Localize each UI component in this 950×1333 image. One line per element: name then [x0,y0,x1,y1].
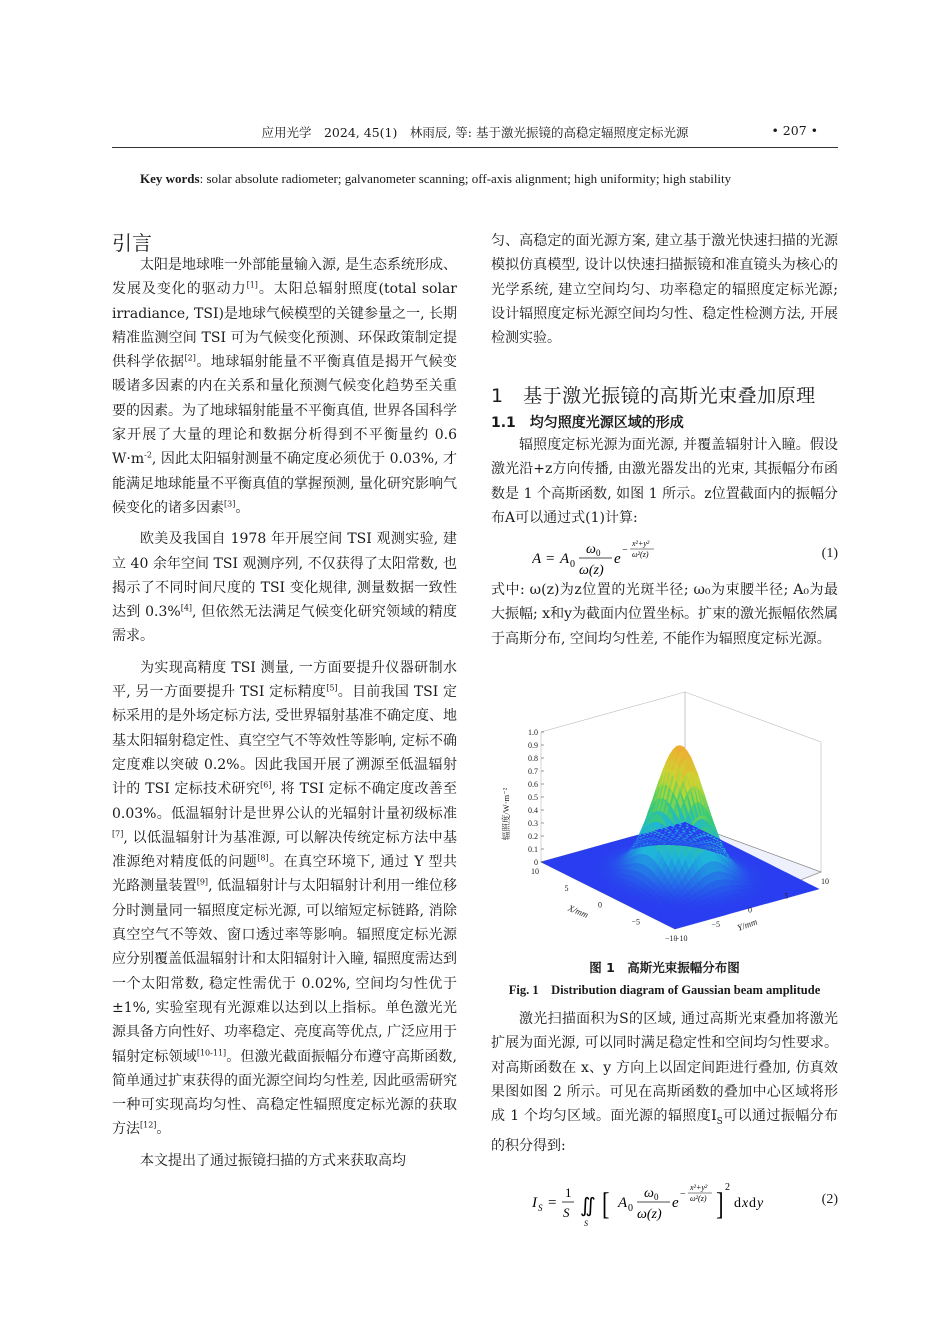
keywords-text: : solar absolute radiometer; galvanometer scanning; off-axis alignment; high uniformity; high stability [199,171,732,186]
z-tick-label: 0.8 [528,754,538,763]
z-tick-label: 0.2 [528,832,538,841]
svg-text:I: I [532,1195,537,1211]
svg-text:]: ] [716,1185,724,1221]
svg-text:[: [ [602,1185,610,1221]
svg-text:e: e [614,551,621,567]
z-tick-label: 0.1 [528,845,538,854]
right-column-top [491,229,838,350]
z-tick-label: 0.7 [528,767,538,776]
section-1-title: 1 基于激光振镜的高斯光束叠加原理 [491,385,816,407]
equation-1 [532,536,838,576]
intro-paragraph-1: 太阳是地球唯一外部能量输入源, 是生态系统形成、发展及变化的驱动力[1]。太阳总辐射照度(total solar irradiance, TSI)是地球气候模型的关键参量之一, 长期精准监测空间 TSI 可为气候变化预测、环保政策制定提供科学依据[2]。地球辐射能量不平衡真值是揭开气候变暖诸多因素的内在关系和量化预测气候变化趋势至关重要的因素。为了地球辐射能量不平衡真值, 世界各国科学家开展了大量的理论和数据分析得到不平衡量约 0.6 $W\cdot m^{-2}$, 因此太阳辐射测量不确定度必须优于 0.03%, 才能满足地球能量不平衡真值的掌握预测, 量化研究影响气候变化的诸多因素[3]。 [112,257,458,516]
svg-text:=: = [546,551,555,567]
svg-text:ω: ω [586,542,596,557]
svg-text:=: = [548,1195,557,1211]
journal-info: 应用光学 2024, 45(1) 林雨辰, 等: 基于激光振镜的高稳定辐照度定标光源 [261,125,689,140]
svg-text:d: d [734,1196,741,1211]
keywords [140,166,820,192]
equation-2-number: (2) [821,1192,838,1207]
svg-text:0: 0 [596,548,601,558]
intro-paragraph-4: 本文提出了通过振镜扫描的方式来获取高均 [140,1152,406,1169]
section-1-paragraph-1: 辐照度定标光源为面光源, 并覆盖辐射计入瞳。假设激光沿+z方向传播, 由激光器发出的光束, 其振幅分布函数是 1 个高斯函数, 如图 1 所示。z位置截面内的振幅分布A可以通过式(1)计算: [491,437,838,526]
x-tick-label: −10 [665,934,678,943]
section-1-paragraph-3: 激光扫描面积为S的区域, 通过高斯光束叠加将激光扩展为面光源, 可以同时满足稳定性和空间均匀性要求。对高斯函数在 x、y 方向上以固定间距进行叠加, 仿真效果图如图 2 所示。可见在高斯函数的叠加中心区域将形成 1 个均匀区域。面光源的辐照度$I_S$可以通过振幅分布的积分得到: [491,1011,839,1155]
z-tick-label: 0.3 [528,819,538,828]
equation-2 [532,1180,838,1230]
svg-text:2: 2 [725,1182,730,1193]
svg-text:−: − [680,1189,686,1200]
gaussian-surface-plot [497,684,837,944]
running-header [112,123,838,145]
figure-1-caption-en: Fig. 1 Distribution diagram of Gaussian beam amplitude [508,983,821,997]
section-1-paragraph-2: 式中: ω(z)为z位置的光斑半径; ω₀为束腰半径; A₀为最大振幅; x和y为截面内位置坐标。扩束的激光振幅依然属于高斯分布, 空间均匀性差, 不能作为辐照度定标光源。 [491,582,838,647]
svg-text:ω(z): ω(z) [637,1207,662,1222]
svg-text:x: x [742,1196,749,1211]
z-tick-label: 0.9 [528,741,538,750]
svg-text:1: 1 [565,1185,572,1200]
equation-1-formula [532,536,838,578]
z-tick-label: 0.6 [528,780,538,789]
y-tick-label: −5 [711,919,721,929]
x-axis-label: X/mm [566,902,590,920]
y-axis-label: Y/mm [735,916,759,933]
svg-text:A: A [532,551,542,567]
svg-text:−: − [622,545,628,556]
svg-text:0: 0 [654,1192,659,1202]
y-tick-label: 0 [748,905,752,915]
svg-text:x²+y²: x²+y² [690,1183,708,1192]
equation-1-number: (1) [821,546,838,561]
svg-text:ω²(z): ω²(z) [632,550,649,559]
svg-text:ω²(z): ω²(z) [690,1194,707,1203]
figure-1 [497,684,837,944]
section-1-1-title: 1.1 均匀照度光源区域的形成 [491,415,684,431]
x-tick-label: 0 [598,900,602,910]
left-column [112,253,457,1173]
svg-text:A: A [560,551,570,567]
z-tick-label: 0.4 [528,806,538,815]
svg-text:∬: ∬ [580,1195,596,1217]
intro-paragraph-3: 为实现高精度 TSI 测量, 一方面要提升仪器研制水平, 另一方面要提升 TSI 定标精度[5]。目前我国 TSI 定标采用的是外场定标方法, 受世界辐射基准不确定度、地基太阳辐射稳定性、真空空气不等效性等影响, 定标不确定度难以突破 0.2%。因此我国开展了溯源至低温辐射计的 TSI 定标技术研究[6], 将 TSI 定标不确定度改善至 0.03%。低温辐射计是世界公认的光辐射计量初级标准[7], 以低温辐射计为基准源, 可以解决传统定标方法中基准源绝对精度低的问题[8]。在真空环境下, 通过 Y 型共光路测量装置[9], 低温辐射计与太阳辐射计利用一维位移分时测量同一辐照度定标光源, 可以缩短定标链路, 消除真空空气不等效、窗口透过率等影响。辐照度定标光源应分别覆盖低温辐射计和太阳辐射计入瞳, 辐照度需达到一个太阳常数, 稳定性需优于 0.02%, 空间均匀性优于±1%, 实验室现有光源难以达到以上指标。单色激光光源具备方向性好、功率稳定、亮度高等优点, 广泛应用于辐射定标领域[10-11]。但激光截面振幅分布遵守高斯函数, 简单通过扩束获得的面光源空间均匀性差, 因此亟需研究一种可实现高均匀性、高稳定性辐照度定标光源的获取方法[12]。 [112,659,458,1138]
x-tick-label: −5 [631,917,641,927]
x-tick-label: 10 [531,867,539,876]
svg-text:e: e [672,1195,679,1211]
z-tick-label: 1.0 [528,728,538,737]
equation-2-formula [532,1180,838,1230]
page-number: • 207 • [771,123,818,138]
svg-text:y: y [757,1196,764,1211]
z-tick-label: 0 [534,858,538,867]
x-tick-label: 5 [564,883,569,893]
svg-text:A: A [618,1195,628,1211]
svg-text:0: 0 [570,559,575,570]
svg-text:ω(z): ω(z) [579,563,604,578]
figure-1-caption-cn: 图 1 高斯光束振幅分布图 [589,960,740,975]
y-tick-label: −10 [675,934,688,943]
surface-mesh [541,746,819,930]
intro-paragraph-2: 欧美及我国自 1978 年开展空间 TSI 观测实验, 建立 40 余年空间 TSI 观测序列, 不仅获得了太阳常数, 也揭示了不同时间尺度的 TSI 变化规律, 测量数据一致性达到 0.3%[4], 但依然无法满足气候变化研究领域的精度需求。 [112,531,457,645]
y-tick-label: 5 [784,891,789,901]
svg-text:0: 0 [628,1203,633,1214]
keywords-label: Key words [140,171,200,186]
z-tick-label: 0.5 [528,793,538,802]
svg-text:S: S [563,1205,570,1220]
intro-title: 引言 [112,231,152,255]
header-rule [112,147,838,148]
y-tick-label: 10 [821,877,829,886]
intro-paragraph-4-cont: 匀、高稳定的面光源方案, 建立基于激光快速扫描的光源模拟仿真模型, 设计以快速扫描振镜和准直镜头为核心的光学系统, 建立空间均匀、功率稳定的辐照度定标光源; 设计辐照度定标光源空间均匀性、稳定性检测方法, 开展检测实验。 [491,233,838,347]
svg-text:ω: ω [644,1186,654,1201]
svg-text:x²+y²: x²+y² [632,539,650,548]
svg-text:S: S [538,1203,543,1213]
svg-text:d: d [749,1196,756,1211]
svg-text:S: S [584,1219,588,1228]
z-axis-label: 辐照度/W·m⁻² [501,787,511,841]
